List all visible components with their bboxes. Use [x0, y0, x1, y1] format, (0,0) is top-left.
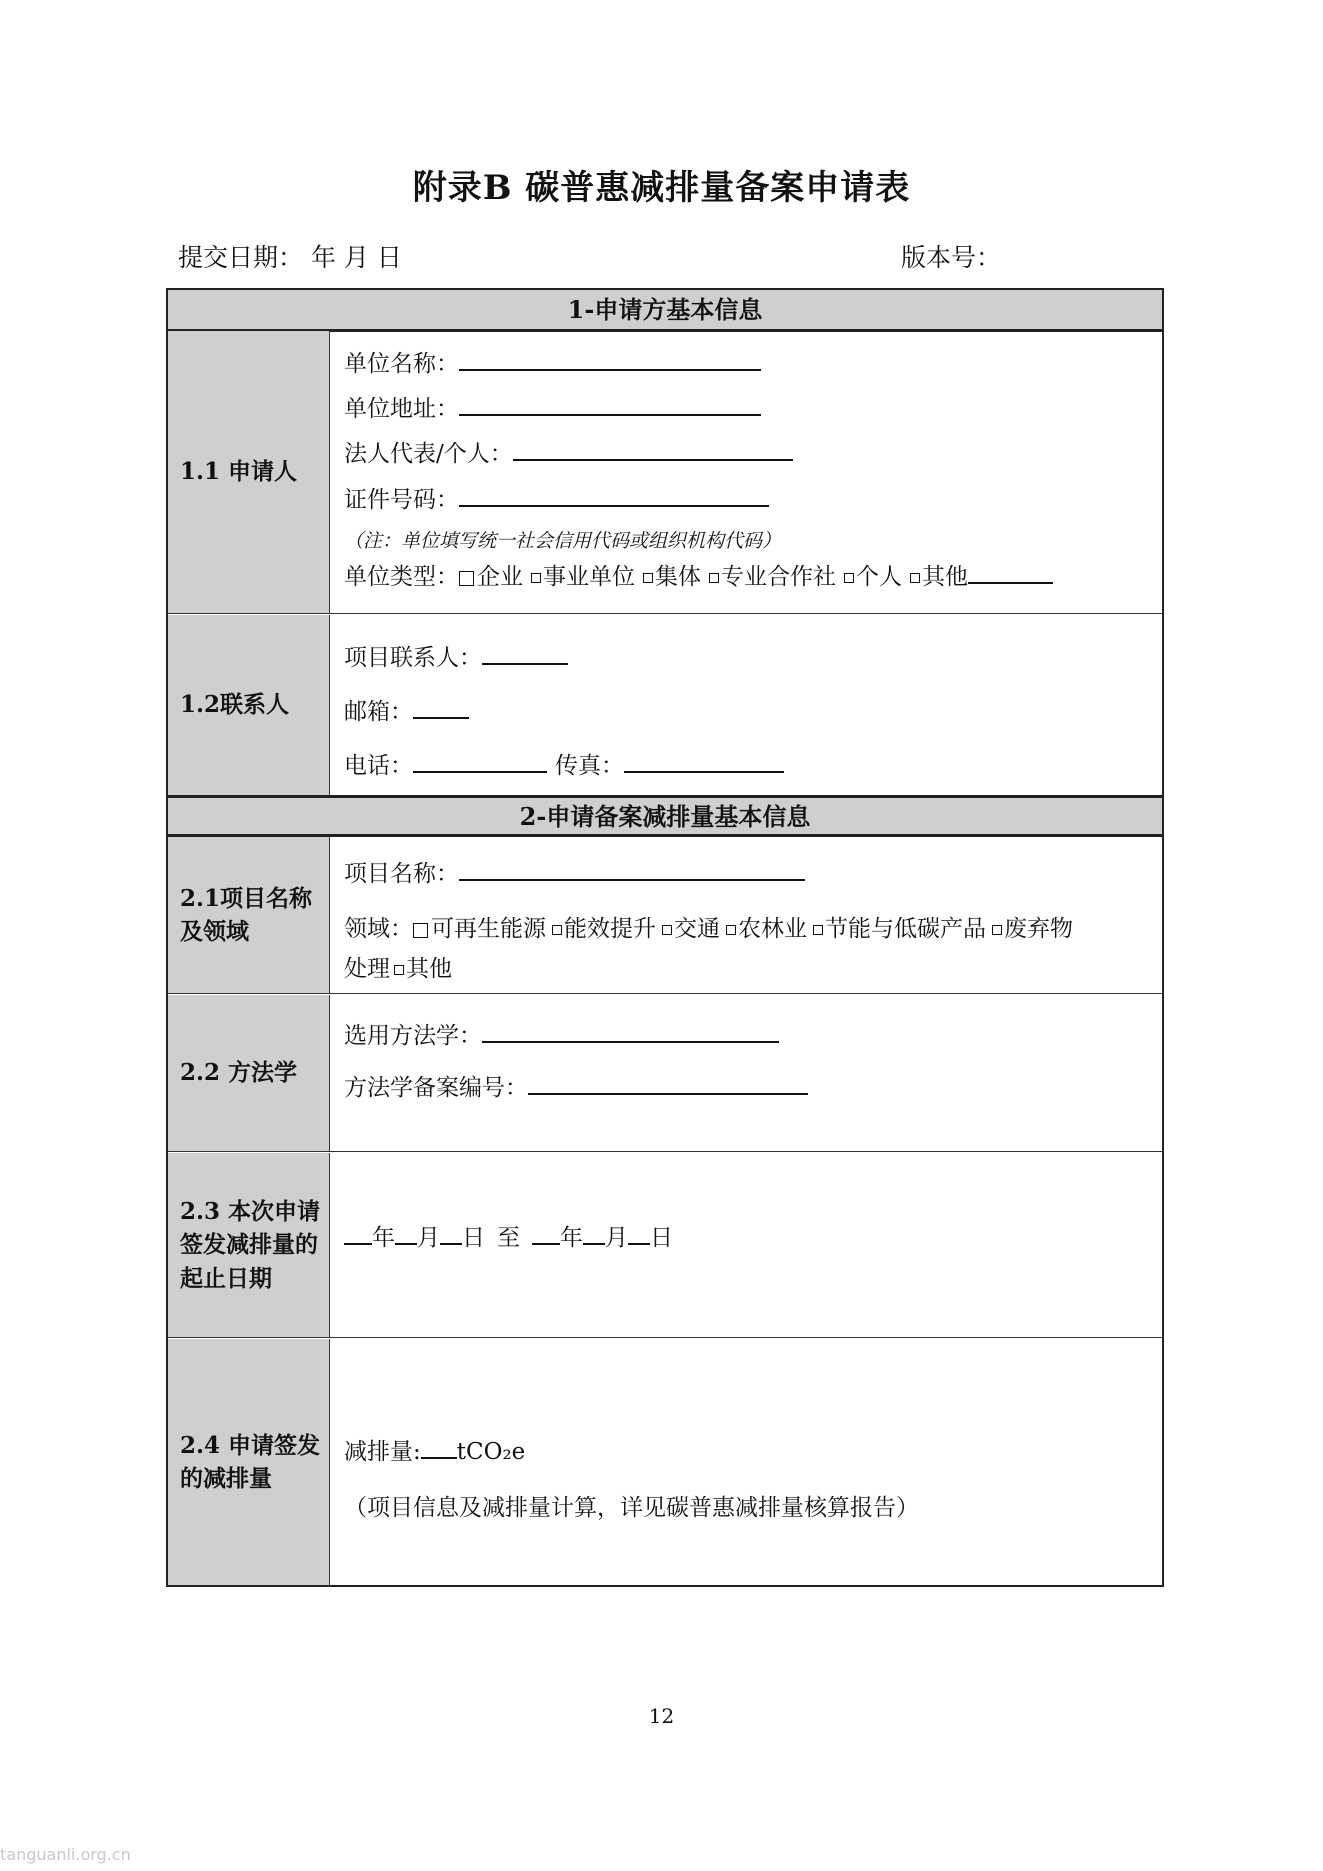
contact-label: 项目联系人：: [344, 645, 482, 671]
application-form: [166, 288, 1164, 1587]
unit-name-field[interactable]: [344, 345, 761, 378]
row-label-project: 2.1项目名称及领域: [168, 837, 329, 993]
divider: [329, 331, 330, 613]
checkbox-transport[interactable]: [662, 925, 672, 935]
legal-rep-field[interactable]: [344, 435, 793, 468]
checkbox-lowcarbon[interactable]: [813, 925, 823, 935]
row-content-project: [331, 837, 1162, 993]
date-to: 至: [497, 1225, 520, 1251]
divider: [168, 1151, 1162, 1152]
option-cooperative: 专业合作社: [721, 564, 836, 590]
divider: [329, 1339, 330, 1585]
unit-name-label: 单位名称：: [344, 351, 459, 377]
divider: [329, 837, 330, 993]
row-label-dates: 2.3 本次申请签发减排量的起止日期: [168, 1153, 329, 1337]
end-day-label: 日: [650, 1225, 673, 1251]
end-year-blank[interactable]: [532, 1223, 560, 1245]
checkbox-efficiency[interactable]: [552, 925, 562, 935]
row-label-reduction: 2.4 申请签发的减排量: [168, 1339, 329, 1585]
option-institution: 事业单位: [543, 564, 635, 590]
option-enterprise: 企业: [477, 564, 523, 590]
field-label: 领域：: [344, 916, 413, 942]
email-label: 邮箱：: [344, 699, 413, 725]
checkbox-collective[interactable]: [643, 573, 653, 583]
divider: [329, 995, 330, 1151]
id-note: （注：单位填写统一社会信用代码或组织机构代码）: [344, 530, 782, 552]
legal-rep-blank[interactable]: [513, 439, 793, 461]
option-other: 其他: [922, 564, 968, 590]
fax-label: 传真：: [555, 753, 624, 779]
method-no-blank[interactable]: [528, 1073, 808, 1095]
phone-label: 电话：: [344, 753, 413, 779]
option-individual: 个人: [856, 564, 902, 590]
field-row-1: [344, 910, 1073, 943]
contact-field[interactable]: [344, 639, 568, 672]
row-label-methodology: 2.2 方法学: [168, 995, 329, 1151]
section-header-2: 2-申请备案减排量基本信息: [168, 798, 1162, 835]
start-day-blank[interactable]: [440, 1223, 462, 1245]
method-blank[interactable]: [482, 1021, 779, 1043]
submit-date: 提交日期： 年 月 日: [178, 243, 402, 272]
row-content-applicant: [331, 331, 1162, 613]
method-no-field[interactable]: [344, 1069, 808, 1102]
start-month-label: 月: [417, 1225, 440, 1251]
method-no-label: 方法学备案编号：: [344, 1075, 528, 1101]
row-label-applicant: 1.1 申请人: [168, 331, 329, 613]
unit-type-label: 单位类型：: [344, 564, 459, 590]
version-number: 版本号：: [901, 243, 1002, 272]
page-title: 附录B 碳普惠减排量备案申请表: [412, 168, 911, 208]
checkbox-renewable[interactable]: [413, 923, 428, 938]
unit-address-label: 单位地址：: [344, 396, 459, 422]
checkbox-other[interactable]: [910, 573, 920, 583]
start-day-label: 日: [462, 1225, 485, 1251]
row-content-contact: [331, 615, 1162, 795]
other-type-blank[interactable]: [968, 562, 1053, 584]
row-content-methodology: [331, 995, 1162, 1151]
phone-blank[interactable]: [413, 751, 547, 773]
project-name-label: 项目名称：: [344, 861, 459, 887]
end-year-label: 年: [560, 1225, 583, 1251]
date-range: [344, 1219, 673, 1252]
page-number: 12: [648, 1704, 675, 1728]
reduction-blank[interactable]: [421, 1437, 457, 1459]
option-forestry: 农林业: [738, 916, 807, 942]
method-field[interactable]: [344, 1017, 779, 1050]
start-year-label: 年: [372, 1225, 395, 1251]
unit-address-blank[interactable]: [459, 394, 761, 416]
option-waste: 废弃物: [1004, 916, 1073, 942]
unit-type-row: [344, 558, 1053, 591]
checkbox-cooperative[interactable]: [709, 573, 719, 583]
unit-address-field[interactable]: [344, 390, 761, 423]
project-name-field[interactable]: [344, 855, 805, 888]
end-day-blank[interactable]: [628, 1223, 650, 1245]
row-content-dates: [331, 1153, 1162, 1337]
option-transport: 交通: [674, 916, 720, 942]
divider: [168, 993, 1162, 994]
row-label-contact: 1.2联系人: [168, 615, 329, 795]
id-number-field[interactable]: [344, 481, 769, 514]
phone-fax-row: [344, 747, 784, 780]
section-header-1: 1-申请方基本信息: [168, 290, 1162, 330]
reduction-field[interactable]: [344, 1433, 525, 1466]
method-label: 选用方法学：: [344, 1023, 482, 1049]
reduction-label: 减排量:: [344, 1439, 421, 1465]
checkbox-forestry[interactable]: [726, 925, 736, 935]
option-lowcarbon: 节能与低碳产品: [825, 916, 986, 942]
reduction-note: （项目信息及减排量计算，详见碳普惠减排量核算报告）: [344, 1495, 919, 1521]
checkbox-individual[interactable]: [844, 573, 854, 583]
divider: [329, 615, 330, 795]
checkbox-institution[interactable]: [531, 573, 541, 583]
option-efficiency: 能效提升: [564, 916, 656, 942]
fax-blank[interactable]: [624, 751, 784, 773]
checkbox-enterprise[interactable]: [459, 571, 474, 586]
checkbox-field-other[interactable]: [394, 965, 404, 975]
option-renewable: 可再生能源: [431, 916, 546, 942]
id-number-label: 证件号码：: [344, 487, 459, 513]
reduction-unit: tCO₂e: [456, 1439, 526, 1465]
field-row-2: [344, 950, 452, 983]
option-field-other: 其他: [406, 956, 452, 982]
unit-name-blank[interactable]: [459, 349, 761, 371]
checkbox-waste[interactable]: [992, 925, 1002, 935]
end-month-blank[interactable]: [583, 1223, 605, 1245]
option-waste-cont: 处理: [344, 956, 390, 982]
watermark: tanguanli.org.cn: [0, 1845, 131, 1864]
legal-rep-label: 法人代表/个人：: [344, 441, 513, 467]
project-name-blank[interactable]: [459, 859, 805, 881]
email-blank[interactable]: [413, 697, 469, 719]
id-number-blank[interactable]: [459, 485, 769, 507]
email-field[interactable]: [344, 693, 469, 726]
start-year-blank[interactable]: [344, 1223, 372, 1245]
divider: [168, 613, 1162, 614]
divider: [329, 1153, 330, 1337]
divider: [168, 1337, 1162, 1338]
start-month-blank[interactable]: [395, 1223, 417, 1245]
end-month-label: 月: [605, 1225, 628, 1251]
option-collective: 集体: [655, 564, 701, 590]
row-content-reduction: [331, 1339, 1162, 1585]
contact-blank[interactable]: [482, 643, 568, 665]
